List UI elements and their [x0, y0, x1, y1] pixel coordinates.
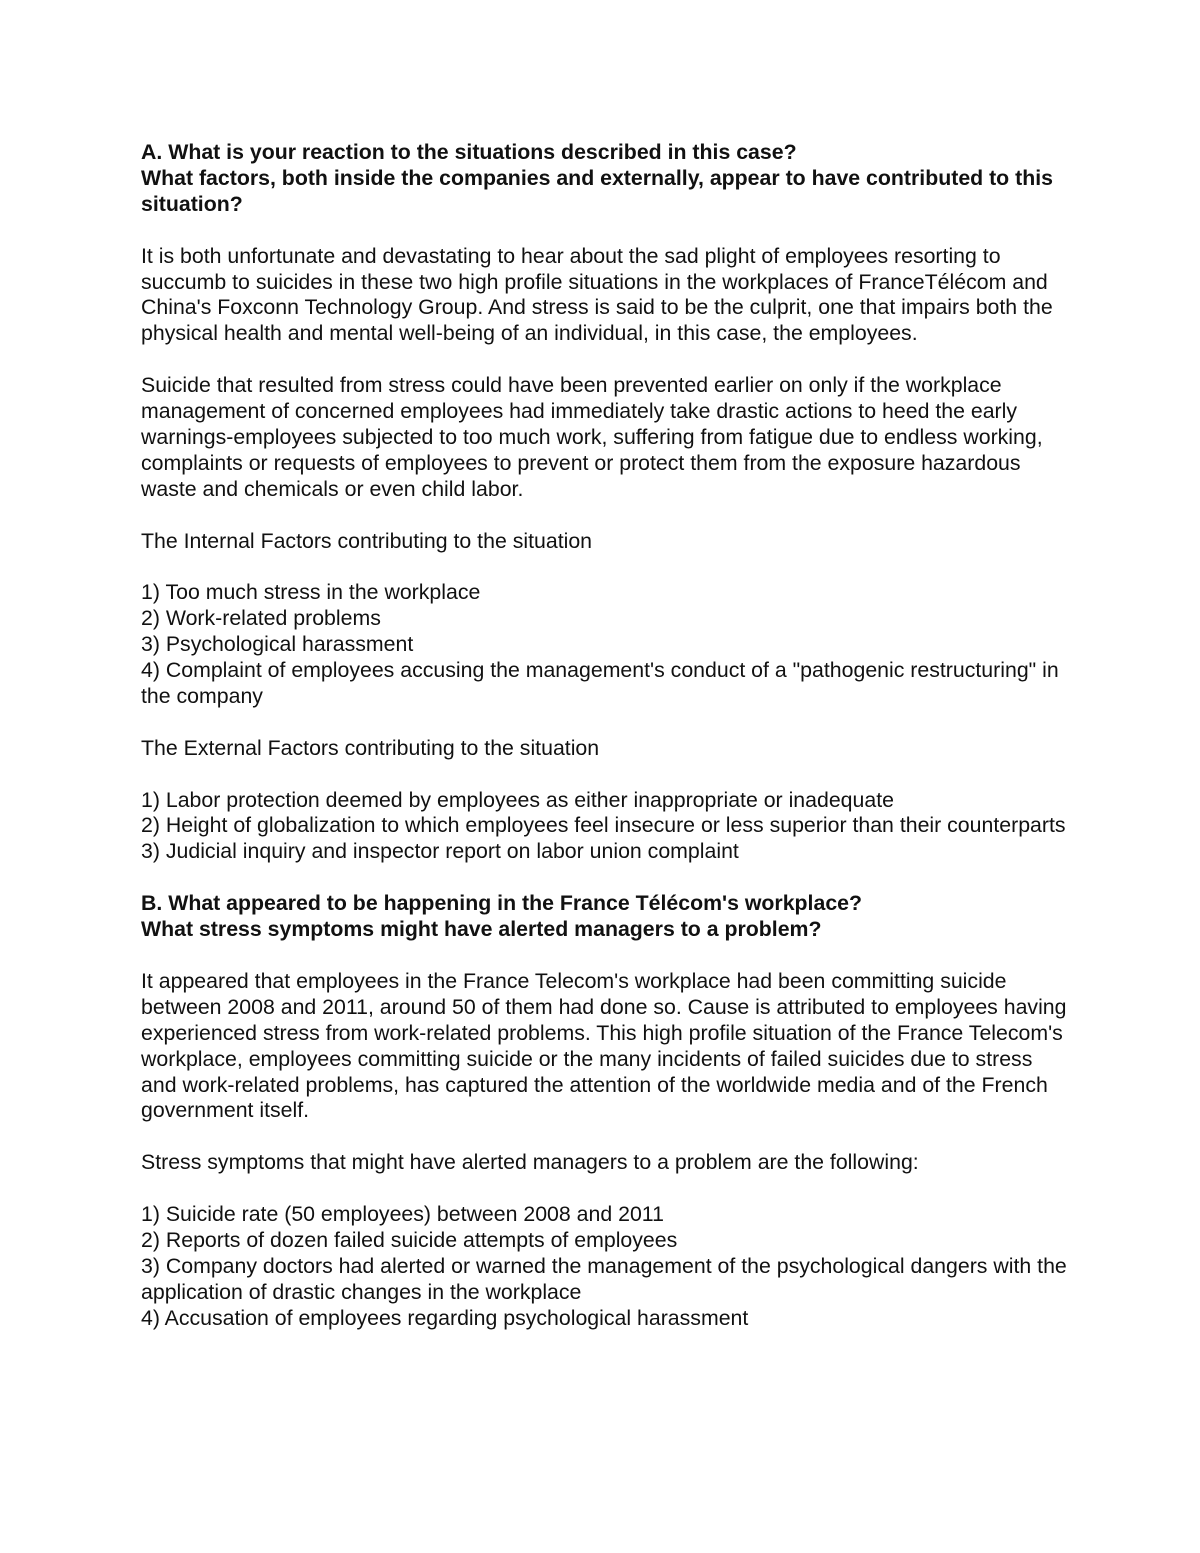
- section-b-paragraph-1: It appeared that employees in the France Telecom's workplace had been committing suicide between 2008 and 2011, around 50 of them had done so. Cause is attributed to employees having experienced stress from work-related problems. This high profile situation of the France Telecom's workplace, employees committing suicide or the many incidents of failed suicides due to stress and work-related problems, has captured the attention of the worldwide media and of the French government itself.: [141, 968, 1067, 1123]
- list-item: 4) Accusation of employees regarding psychological harassment: [141, 1305, 749, 1330]
- internal-factors-list: [141, 580, 1071, 710]
- spacer: [141, 710, 1071, 736]
- document-page: [141, 140, 1071, 1332]
- section-a-question-2: What factors, both inside the companies and externally, appear to have contributed to this situation?: [141, 165, 1053, 216]
- list-item: 3) Psychological harassment: [141, 632, 414, 657]
- external-factors-list: [141, 788, 1071, 866]
- section-a: [141, 140, 1071, 865]
- section-a-heading: [141, 140, 1071, 218]
- stress-symptoms-list: [141, 1202, 1071, 1332]
- internal-factors-title: The Internal Factors contributing to the situation: [141, 528, 593, 553]
- list-item: 3) Company doctors had alerted or warned the management of the psychological dangers with the application of drastic changes in the workplace: [141, 1253, 1067, 1304]
- section-a-paragraph-2: Suicide that resulted from stress could have been prevented earlier on only if the workplace management of concerned employees had immediately take drastic actions to heed the early warnings-employees subjected to too much work, suffering from fatigue due to endless working, complaints or requests of employees to prevent or protect them from the exposure hazardous waste and chemicals or even child labor.: [141, 373, 1043, 501]
- list-item: 3) Judicial inquiry and inspector report on labor union complaint: [141, 839, 739, 864]
- section-b-question-2: What stress symptoms might have alerted managers to a problem?: [141, 917, 822, 942]
- list-item: 1) Too much stress in the workplace: [141, 580, 481, 605]
- spacer: [141, 503, 1071, 529]
- list-item: 2) Work-related problems: [141, 606, 381, 631]
- list-item: 2) Reports of dozen failed suicide attempts of employees: [141, 1227, 678, 1252]
- external-factors-title: The External Factors contributing to the situation: [141, 735, 600, 760]
- stress-symptoms-title: Stress symptoms that might have alerted managers to a problem are the following:: [141, 1150, 919, 1175]
- spacer: [141, 218, 1071, 244]
- spacer: [141, 1124, 1071, 1150]
- spacer: [141, 347, 1071, 373]
- section-b-question-1: B. What appeared to be happening in the France Télécom's workplace?: [141, 891, 863, 916]
- section-b: [141, 891, 1071, 1331]
- list-item: 4) Complaint of employees accusing the management's conduct of a "pathogenic restructuring" in the company: [141, 658, 1059, 708]
- spacer: [141, 943, 1071, 969]
- spacer: [141, 554, 1071, 580]
- section-a-paragraph-1: It is both unfortunate and devastating to hear about the sad plight of employees resorting to succumb to suicides in these two high profile situations in the workplaces of FranceTélécom and China's Foxconn Technology Group. And stress is said to be the culprit, one that impairs both the physical health and mental well-being of an individual, in this case, the employees.: [141, 243, 1053, 346]
- spacer: [141, 1176, 1071, 1202]
- list-item: 1) Suicide rate (50 employees) between 2008 and 2011: [141, 1202, 664, 1226]
- section-a-question-1: A. What is your reaction to the situations described in this case?: [141, 140, 797, 164]
- list-item: 2) Height of globalization to which employees feel insecure or less superior than their counterparts: [141, 813, 1066, 838]
- spacer: [141, 865, 1071, 891]
- section-b-heading: [141, 891, 1071, 943]
- spacer: [141, 762, 1071, 788]
- list-item: 1) Labor protection deemed by employees as either inappropriate or inadequate: [141, 787, 894, 812]
